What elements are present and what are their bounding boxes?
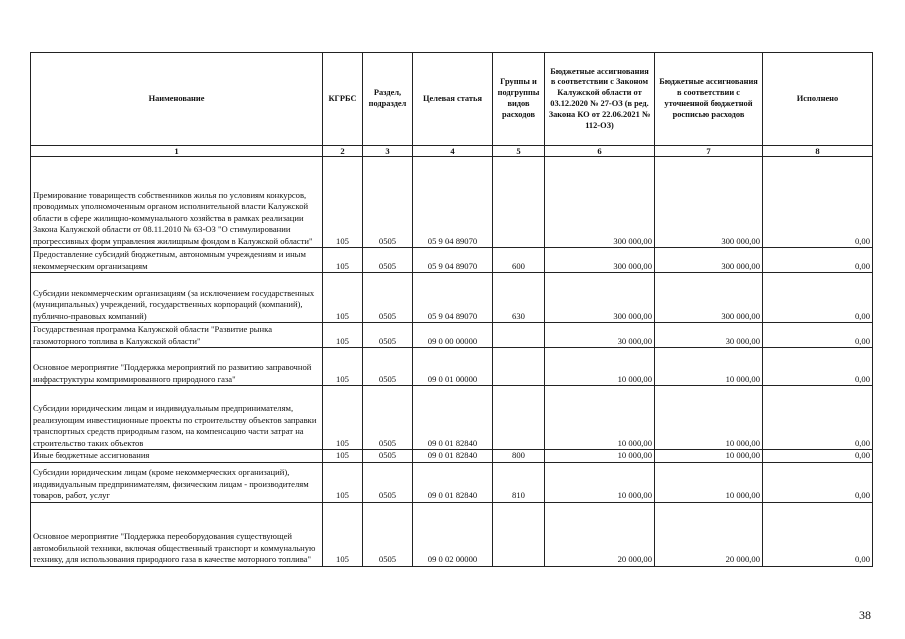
row-law-amount: 20 000,00 <box>545 502 655 566</box>
row-kgrbs: 105 <box>323 248 363 273</box>
row-law-amount: 300 000,00 <box>545 248 655 273</box>
row-razdel: 0505 <box>363 273 413 323</box>
row-group <box>493 323 545 348</box>
row-executed-amount: 0,00 <box>763 450 873 463</box>
header-expense-groups: Группы и подгруппы видов расходов <box>493 53 545 146</box>
header-budget-law: Бюджетные ассигнования в соответствии с Законом Калужской области от 03.12.2020 № 27-ОЗ (в ред. Закона КО от 22.06.2021 № 112-ОЗ) <box>545 53 655 146</box>
table-row <box>31 450 873 463</box>
row-law-amount: 10 000,00 <box>545 348 655 386</box>
row-name: Премирование товариществ собственников жилья по условиям конкурсов, проводимых уполномоченным органом исполнительной власти Калужской области в сфере жилищно-коммунального хозяйства в рамках реализации Закона Калужской области от 08.11.2010 № 63-ОЗ "О стимулировании прогрессивных форм управления жилищным фондом в Калужской области" <box>31 157 323 248</box>
table-row <box>31 502 873 566</box>
row-razdel: 0505 <box>363 386 413 450</box>
row-executed-amount: 0,00 <box>763 273 873 323</box>
column-number: 2 <box>323 146 363 157</box>
column-number: 4 <box>413 146 493 157</box>
row-executed-amount: 0,00 <box>763 323 873 348</box>
table-row <box>31 462 873 502</box>
row-target: 09 0 01 82840 <box>413 386 493 450</box>
row-target: 05 9 04 89070 <box>413 157 493 248</box>
column-number: 5 <box>493 146 545 157</box>
row-group: 810 <box>493 462 545 502</box>
row-name: Иные бюджетные ассигнования <box>31 450 323 463</box>
row-executed-amount: 0,00 <box>763 248 873 273</box>
row-kgrbs: 105 <box>323 462 363 502</box>
row-group: 630 <box>493 273 545 323</box>
row-refined-amount: 10 000,00 <box>655 348 763 386</box>
budget-table-container <box>30 52 872 567</box>
header-razdel: Раздел, подраздел <box>363 53 413 146</box>
column-number: 1 <box>31 146 323 157</box>
row-group <box>493 386 545 450</box>
row-target: 09 0 02 00000 <box>413 502 493 566</box>
row-law-amount: 30 000,00 <box>545 323 655 348</box>
header-kgrbs: КГРБС <box>323 53 363 146</box>
table-row <box>31 323 873 348</box>
row-executed-amount: 0,00 <box>763 462 873 502</box>
row-refined-amount: 10 000,00 <box>655 386 763 450</box>
row-refined-amount: 30 000,00 <box>655 323 763 348</box>
row-executed-amount: 0,00 <box>763 502 873 566</box>
column-number: 7 <box>655 146 763 157</box>
row-target: 09 0 01 00000 <box>413 348 493 386</box>
row-group <box>493 502 545 566</box>
row-target: 09 0 01 82840 <box>413 450 493 463</box>
row-name: Предоставление субсидий бюджетным, автономным учреждениям и иным некоммерческим организациям <box>31 248 323 273</box>
row-razdel: 0505 <box>363 450 413 463</box>
table-row <box>31 157 873 248</box>
row-kgrbs: 105 <box>323 348 363 386</box>
header-target-article: Целевая статья <box>413 53 493 146</box>
row-executed-amount: 0,00 <box>763 348 873 386</box>
column-number: 8 <box>763 146 873 157</box>
row-name: Субсидии юридическим лицам (кроме некоммерческих организаций), индивидуальным предпринимателям, физическим лицам - производителям товаров, работ, услуг <box>31 462 323 502</box>
row-refined-amount: 10 000,00 <box>655 462 763 502</box>
column-number-row <box>31 146 873 157</box>
row-kgrbs: 105 <box>323 273 363 323</box>
table-header-row <box>31 53 873 146</box>
table-row <box>31 273 873 323</box>
row-name: Основное мероприятие "Поддержка переоборудования существующей автомобильной техники, включая общественный транспорт и коммунальную технику, для использования природного газа в качестве моторного топлива" <box>31 502 323 566</box>
row-target: 05 9 04 89070 <box>413 248 493 273</box>
row-name: Субсидии некоммерческим организациям (за исключением государственных (муниципальных) учреждений, государственных корпораций (компаний), публично-правовых компаний) <box>31 273 323 323</box>
row-razdel: 0505 <box>363 502 413 566</box>
row-name: Основное мероприятие "Поддержка мероприятий по развитию заправочной инфраструктуры компримированного природного газа" <box>31 348 323 386</box>
header-executed: Исполнено <box>763 53 873 146</box>
row-kgrbs: 105 <box>323 502 363 566</box>
column-number: 6 <box>545 146 655 157</box>
row-refined-amount: 300 000,00 <box>655 157 763 248</box>
table-row <box>31 386 873 450</box>
row-kgrbs: 105 <box>323 386 363 450</box>
budget-execution-table <box>30 52 873 567</box>
row-target: 05 9 04 89070 <box>413 273 493 323</box>
page-number: 38 <box>859 608 871 622</box>
row-law-amount: 10 000,00 <box>545 450 655 463</box>
row-razdel: 0505 <box>363 157 413 248</box>
row-law-amount: 300 000,00 <box>545 273 655 323</box>
row-razdel: 0505 <box>363 323 413 348</box>
row-group <box>493 348 545 386</box>
row-refined-amount: 20 000,00 <box>655 502 763 566</box>
row-kgrbs: 105 <box>323 450 363 463</box>
row-group: 600 <box>493 248 545 273</box>
row-executed-amount: 0,00 <box>763 386 873 450</box>
header-name: Наименование <box>31 53 323 146</box>
row-law-amount: 300 000,00 <box>545 157 655 248</box>
row-razdel: 0505 <box>363 348 413 386</box>
row-law-amount: 10 000,00 <box>545 386 655 450</box>
row-group <box>493 157 545 248</box>
row-name: Государственная программа Калужской области "Развитие рынка газомоторного топлива в Калужской области" <box>31 323 323 348</box>
row-refined-amount: 10 000,00 <box>655 450 763 463</box>
table-row <box>31 248 873 273</box>
row-refined-amount: 300 000,00 <box>655 273 763 323</box>
row-razdel: 0505 <box>363 248 413 273</box>
row-kgrbs: 105 <box>323 157 363 248</box>
row-kgrbs: 105 <box>323 323 363 348</box>
column-number: 3 <box>363 146 413 157</box>
row-target: 09 0 01 82840 <box>413 462 493 502</box>
row-name: Субсидии юридическим лицам и индивидуальным предпринимателям, реализующим инвестиционные проекты по строительству объектов заправки транспортных средств природным газом, на компенсацию части затрат на строительство таких объектов <box>31 386 323 450</box>
header-budget-refined: Бюджетные ассигнования в соответствии с уточненной бюджетной росписью расходов <box>655 53 763 146</box>
table-row <box>31 348 873 386</box>
row-razdel: 0505 <box>363 462 413 502</box>
row-refined-amount: 300 000,00 <box>655 248 763 273</box>
row-executed-amount: 0,00 <box>763 157 873 248</box>
row-group: 800 <box>493 450 545 463</box>
row-target: 09 0 00 00000 <box>413 323 493 348</box>
row-law-amount: 10 000,00 <box>545 462 655 502</box>
